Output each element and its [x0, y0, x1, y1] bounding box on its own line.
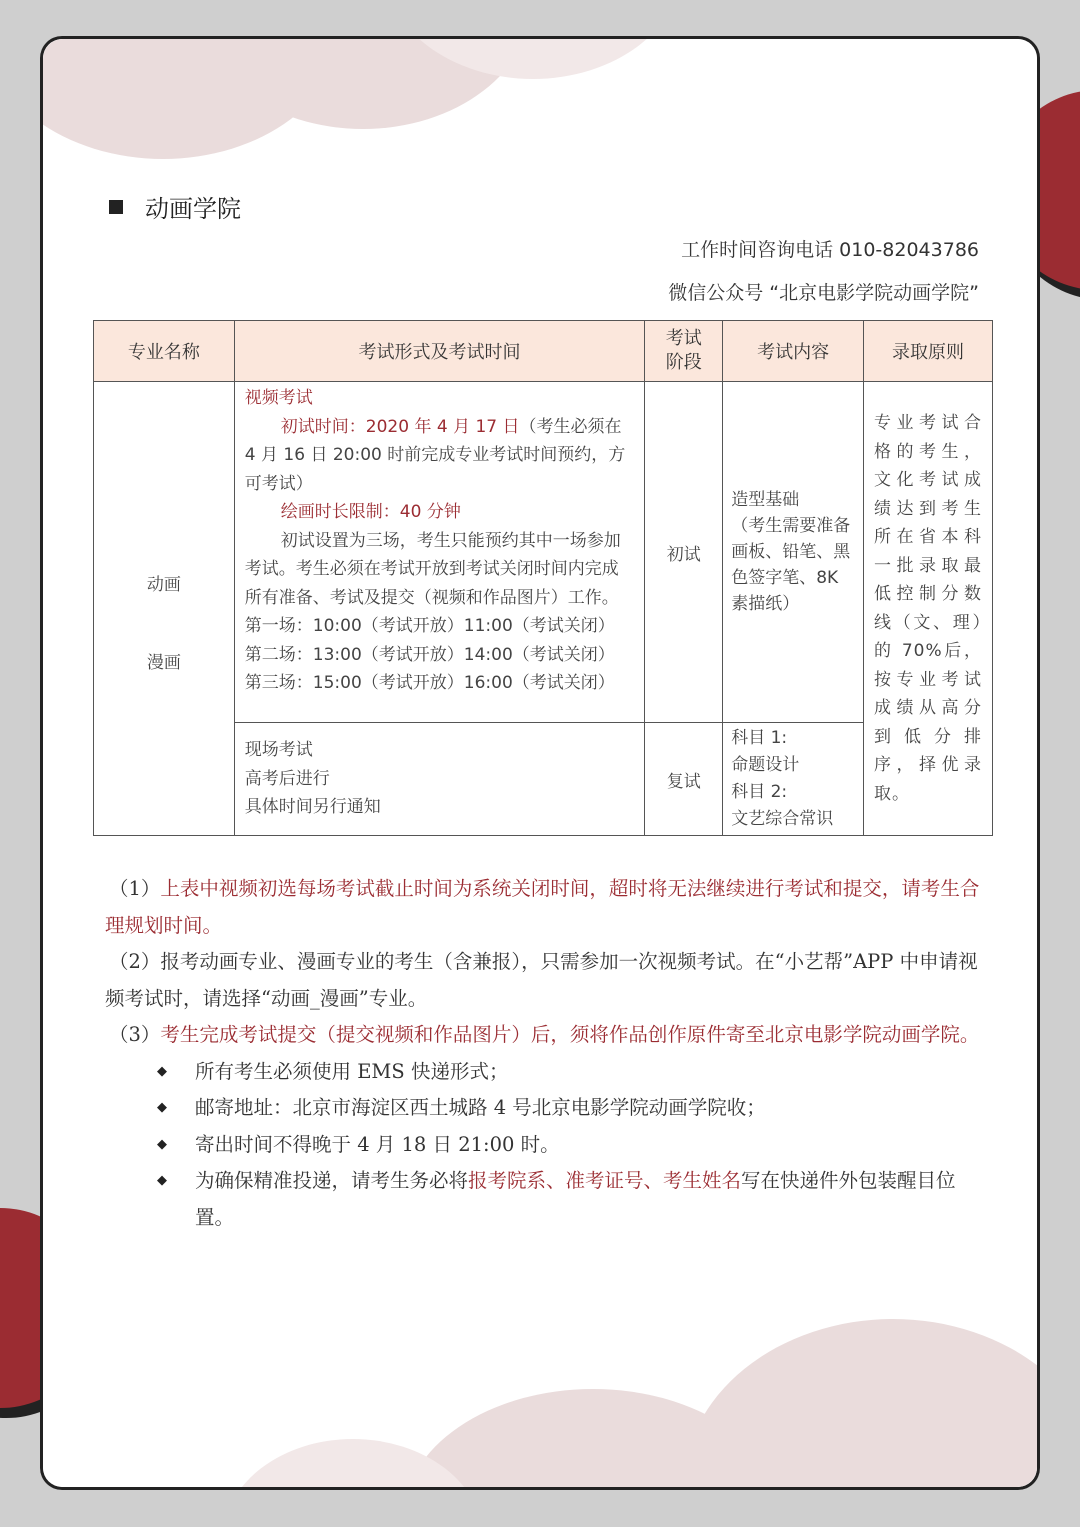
- session-3: 第三场：15:00（考试开放）16:00（考试关闭）: [244, 673, 615, 693]
- content-note: （考生需要准备画板、铅笔、黑色签字笔、8K 素描纸）: [731, 516, 851, 614]
- subject-2-label: 科目 2:: [731, 782, 788, 802]
- list-item: ◆ 寄出时间不得晚于 4 月 18 日 21:00 时。: [105, 1127, 985, 1164]
- section-title: 动画学院: [145, 195, 241, 223]
- header-stage: 考试阶段: [645, 321, 723, 382]
- note-3: （3）考生完成考试提交（提交视频和作品图片）后，须将作品创作原件寄至北京电影学院动画学院。: [109, 1023, 980, 1046]
- section-heading: [109, 189, 241, 224]
- diamond-bullet-icon: ◆: [157, 1100, 167, 1115]
- diamond-bullet-icon: ◆: [157, 1173, 167, 1188]
- content-title: 造型基础: [731, 490, 800, 510]
- square-bullet-icon: [109, 200, 123, 214]
- contact-phone: 工作时间咨询电话 010-82043786: [681, 239, 979, 261]
- subject-2: 文艺综合常识: [731, 809, 834, 829]
- note-1: （1）上表中视频初选每场考试截止时间为系统关闭时间，超时将无法继续进行考试和提交，请考生合理规划时间。: [105, 877, 980, 937]
- exam-table: [93, 320, 993, 836]
- major-comics: 漫画: [146, 652, 181, 673]
- session-1: 第一场：10:00（考试开放）11:00（考试关闭）: [244, 616, 615, 636]
- note-2: （2）报考动画专业、漫画专业的考生（含兼报），只需参加一次视频考试。在“小艺帮”APP 中申请视频考试时，请选择“动画_漫画”专业。: [105, 950, 978, 1010]
- major-animation: 动画: [146, 574, 181, 595]
- session-2: 第二场：13:00（考试开放）14:00（考试关闭）: [244, 644, 615, 665]
- major-cell: [94, 382, 235, 836]
- mail-rules-list: [105, 1054, 985, 1237]
- header-principle: 录取原则: [864, 321, 993, 382]
- onsite-line2: 具体时间另行通知: [244, 797, 381, 818]
- table-header-row: [94, 321, 993, 382]
- notes-section: [105, 871, 985, 1236]
- header-major: 专业名称: [94, 321, 235, 382]
- admission-principle: 专业考试合格的考生，文化考试成绩达到考生所在省本科一批录取最低控制分数线（文、理）的 70%后，按专业考试成绩从高分到低分排序，择优录取。: [864, 382, 993, 836]
- first-time-text: 初试时间：2020 年 4 月 17 日（考生必须在 4 月 16 日 20:00 时前完成专业考试时间预约，方可考试）: [244, 416, 626, 494]
- diamond-bullet-icon: ◆: [157, 1136, 167, 1152]
- onsite-content-cell: [723, 723, 864, 836]
- header-format: 考试形式及考试时间: [234, 321, 644, 382]
- video-exam-desc: 初试设置为三场，考生只能预约其中一场参加考试。考生必须在考试开放到考试关闭时间内完成所有准备、考试及提交（视频和作品图片）工作。: [244, 530, 621, 608]
- video-exam-cell: [234, 382, 644, 723]
- video-content-cell: [723, 382, 864, 723]
- list-item: ◆ 邮寄地址：北京市海淀区西土城路 4 号北京电影学院动画学院收；: [105, 1090, 985, 1127]
- onsite-title: 现场考试: [244, 740, 313, 761]
- list-item: ◆ 为确保精准投递，请考生务必将报考院系、准考证号、考生姓名写在快递件外包装醒目位置。: [105, 1163, 985, 1236]
- diamond-bullet-icon: ◆: [157, 1063, 167, 1079]
- table-row: [94, 382, 993, 723]
- onsite-line1: 高考后进行: [244, 768, 330, 789]
- document-card: [40, 36, 1040, 1490]
- list-item: ◆ 所有考生必须使用 EMS 快递形式；: [105, 1054, 985, 1091]
- contact-wechat: 微信公众号 “北京电影学院动画学院”: [668, 282, 979, 304]
- video-exam-title: 视频考试: [244, 388, 313, 408]
- stage-first: 初试: [645, 382, 723, 723]
- onsite-exam-cell: [234, 723, 644, 836]
- stage-second: 复试: [645, 723, 723, 836]
- header-content: 考试内容: [723, 321, 864, 382]
- subject-1: 命题设计: [731, 755, 800, 775]
- subject-1-label: 科目 1:: [731, 728, 788, 748]
- duration-limit: 绘画时长限制：40 分钟: [280, 502, 461, 522]
